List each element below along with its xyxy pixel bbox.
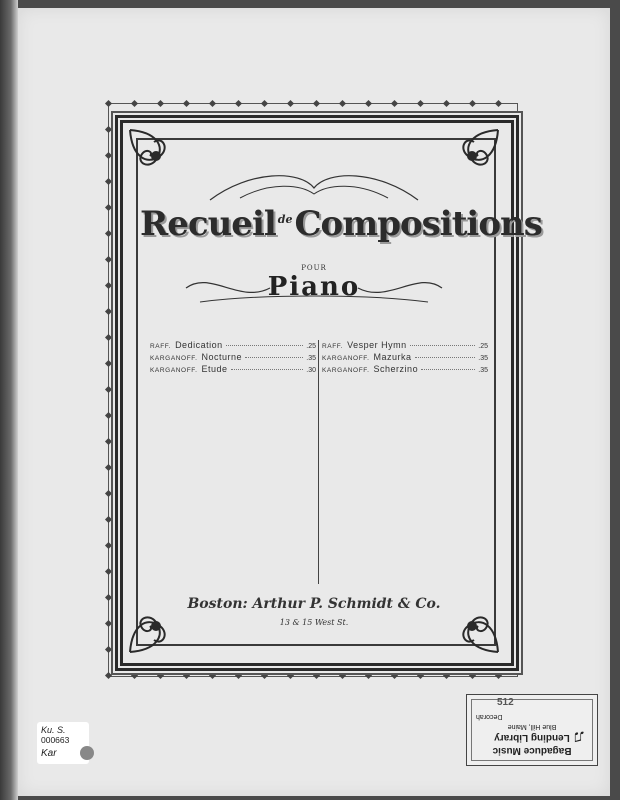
work-title: Mazurka (373, 352, 412, 362)
title-instrument: Piano (267, 272, 361, 302)
composer-name: KARGANOFF. (322, 355, 370, 362)
stamp-line-2: Lending Library (494, 732, 570, 743)
contents-left-column (150, 340, 316, 376)
price: .30 (306, 367, 316, 374)
stamp-line-3: Blue Hill, Maine (507, 723, 557, 730)
work-title: Vesper Hymn (347, 340, 407, 350)
work-title: Etude (201, 364, 228, 374)
composer-name: RAFF. (150, 343, 172, 350)
leader-dots (421, 369, 475, 370)
composer-name: KARGANOFF. (150, 367, 198, 374)
list-item (322, 352, 488, 364)
library-stamp-inner (471, 699, 593, 761)
work-title: Scherzino (373, 364, 419, 374)
price: .35 (478, 367, 488, 374)
page-title (140, 204, 542, 244)
list-item (322, 340, 488, 352)
work-title: Nocturne (201, 352, 243, 362)
publisher-name: Boston: Arthur P. Schmidt & Co. (187, 596, 441, 612)
leader-dots (226, 345, 304, 346)
work-title: Dedication (175, 340, 223, 350)
title-word-recueil: Recueil (140, 204, 276, 244)
list-item (150, 352, 316, 364)
contents-right-column (322, 340, 488, 376)
library-stamp (466, 694, 598, 766)
title-flourish-bottom-icon (180, 268, 448, 308)
list-item (322, 364, 488, 376)
scan-edge (0, 0, 18, 800)
price: .25 (478, 343, 488, 350)
stamp-handwritten-number: 512 (497, 697, 514, 708)
title-block (140, 168, 542, 318)
label-dot-icon (80, 746, 94, 760)
label-line-3: Kar (41, 748, 57, 759)
list-item (150, 340, 316, 352)
composer-name: KARGANOFF. (150, 355, 198, 362)
leader-dots (410, 345, 476, 346)
label-line-1: Ku. S. (41, 725, 66, 735)
title-word-compositions: Compositions (294, 204, 542, 244)
price: .25 (306, 343, 316, 350)
label-line-2: 000663 (41, 735, 70, 745)
title-pour: POUR (301, 264, 327, 272)
composer-name: RAFF. (322, 343, 344, 350)
publisher-address: 13 & 15 West St. (279, 618, 349, 627)
leader-dots (231, 369, 304, 370)
column-divider (318, 340, 319, 584)
composer-name: KARGANOFF. (322, 367, 370, 374)
price: .35 (478, 355, 488, 362)
price: .35 (306, 355, 316, 362)
leader-dots (415, 357, 476, 358)
music-note-icon: ♫ (572, 728, 586, 748)
title-flourish-top-icon (200, 170, 428, 206)
stamp-line-4: Decorah (476, 713, 503, 720)
leader-dots (245, 357, 303, 358)
list-item (150, 364, 316, 376)
title-connector: de (277, 212, 293, 226)
stamp-line-1: Bagaduce Music (492, 745, 572, 756)
